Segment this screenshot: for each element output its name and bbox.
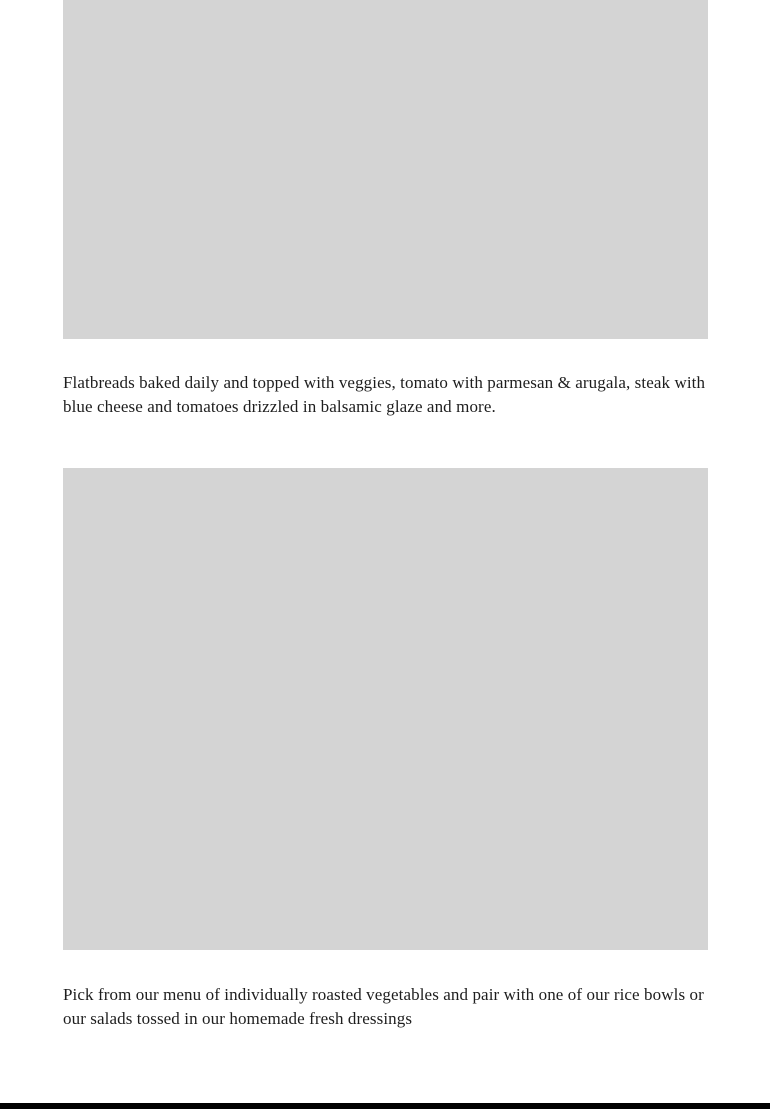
section-roasted-vegetables bbox=[63, 468, 708, 1031]
flatbreads-image-placeholder bbox=[63, 0, 708, 339]
content-column bbox=[63, 0, 708, 1031]
footer-bar bbox=[0, 1103, 770, 1109]
roasted-vegetables-description: Pick from our menu of individually roasted vegetables and pair with one of our rice bowls or our salads tossed in our homemade fresh dressings bbox=[63, 985, 704, 1028]
section-flatbreads bbox=[63, 0, 708, 419]
flatbreads-description: Flatbreads baked daily and topped with veggies, tomato with parmesan & arugala, steak with blue cheese and tomatoes drizzled in balsamic glaze and more. bbox=[63, 373, 706, 416]
roasted-vegetables-image-placeholder bbox=[63, 468, 708, 950]
